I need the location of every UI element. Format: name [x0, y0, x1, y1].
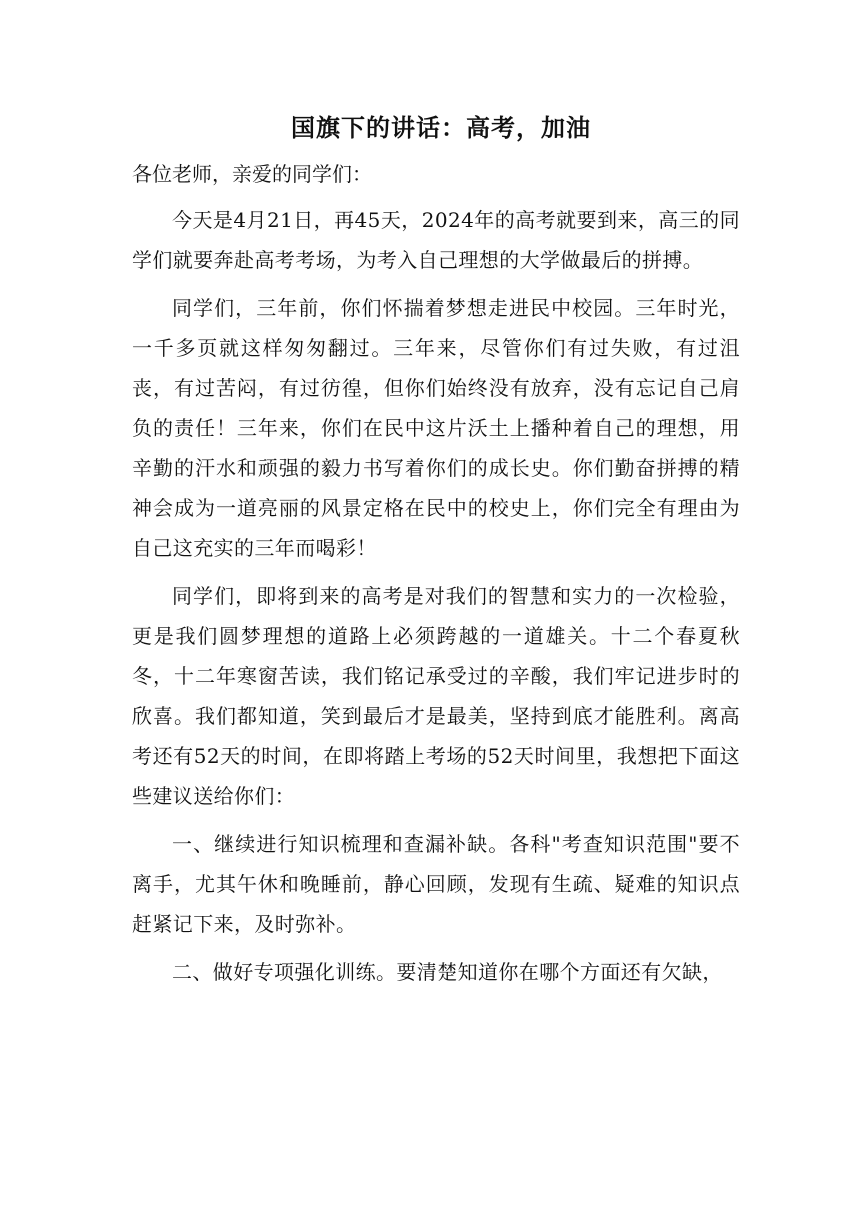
document-title: 国旗下的讲话：高考，加油 [291, 113, 591, 142]
paragraph-2: 同学们，三年前，你们怀揣着梦想走进民中校园。三年时光，一千多页就这样匆匆翻过。三年来，尽管你们有过失败，有过沮丧，有过苦闷，有过彷徨，但你们始终没有放弃，没有忘记自己肩负的责任！三年来，你们在民中这片沃土上播种着自己的理想，用辛勤的汗水和顽强的毅力书写着你们的成长史。你们勤奋拼搏的精神会成为一道亮丽的风景定格在民中的校史上，你们完全有理由为自己这充实的三年而喝彩！ [132, 296, 740, 560]
paragraph-3: 同学们，即将到来的高考是对我们的智慧和实力的一次检验，更是我们圆梦理想的道路上必须跨越的一道雄关。十二个春夏秋冬，十二年寒窗苦读，我们铭记承受过的辛酸，我们牢记进步时的欣喜。我们都知道，笑到最后才是最美，坚持到底才能胜利。离高考还有52天的时间，在即将踏上考场的52天时间里，我想把下面这些建议送给你们： [132, 584, 740, 808]
paragraph-4: 一、继续进行知识梳理和查漏补缺。各科"考查知识范围"要不离手，尤其午休和晚睡前，静心回顾，发现有生疏、疑难的知识点赶紧记下来，及时弥补。 [132, 832, 740, 936]
paragraph-1: 今天是4月21日，再45天，2024年的高考就要到来，高三的同学们就要奔赴高考考场，为考入自己理想的大学做最后的拼搏。 [132, 208, 740, 272]
salutation: 各位老师，亲爱的同学们： [132, 162, 372, 186]
paragraph-5: 二、做好专项强化训练。要清楚知道你在哪个方面还有欠缺， [172, 960, 723, 984]
